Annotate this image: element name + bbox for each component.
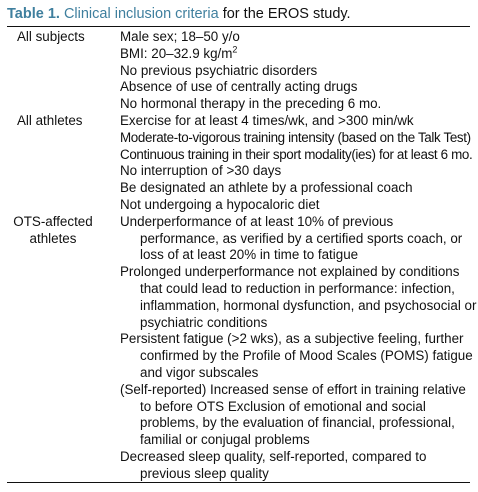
ots-criterion-first: Decreased sleep quality, self-reported, compared to xyxy=(120,448,427,464)
table-title-rest: for the EROS study. xyxy=(222,6,351,22)
bmi-superscript: 2 xyxy=(232,44,238,55)
category-ots-line1: OTS-affected xyxy=(13,214,93,229)
table-top-rule xyxy=(7,26,470,27)
criterion-item: Not undergoing a hypocaloric diet xyxy=(120,196,320,212)
ots-criterion xyxy=(120,449,474,483)
category-ots-line2: athletes xyxy=(29,231,77,246)
table-title: Clinical inclusion criteria xyxy=(63,6,219,22)
ots-criterion-first: Underperformance of at least 10% of previous xyxy=(120,213,394,229)
category-all-subjects: All subjects xyxy=(17,29,85,44)
criterion-item: Exercise for at least 4 times/wk, and >300 min/wk xyxy=(120,112,414,128)
table-bottom-rule xyxy=(7,482,470,483)
ots-criterion-cont: performance, as verified by a certified sports coach, or xyxy=(140,230,463,246)
ots-criterion-cont: to before OTS Exclusion of emotional and social xyxy=(140,398,426,414)
ots-criterion xyxy=(120,331,474,381)
ots-criterion xyxy=(120,382,474,449)
criterion-item: Be designated an athlete by a professional coach xyxy=(120,180,413,196)
criterion-item: No interruption of >30 days xyxy=(120,163,282,179)
ots-criterion-cont: that could lead to reduction in performance: infection, xyxy=(140,280,455,296)
ots-criterion-first: Persistent fatigue (>2 wks), as a subjective feeling, further xyxy=(120,331,464,347)
ots-criterion-cont: familial or conjugal problems xyxy=(140,432,310,448)
criterion-item: No previous psychiatric disorders xyxy=(120,62,318,78)
ots-criterion-cont: previous sleep quality xyxy=(140,465,269,481)
ots-criterion-cont: inflammation, hormonal dysfunction, and psychosocial or xyxy=(140,297,477,313)
ots-criterion-cont: and vigor subscales xyxy=(140,364,259,380)
bmi-text: BMI: 20–32.9 kg/m xyxy=(120,45,233,61)
criteria-column xyxy=(120,29,477,483)
criterion-item: No hormonal therapy in the preceding 6 mo. xyxy=(120,96,382,112)
ots-criterion-cont: problems, by the evaluation of financial, professional, xyxy=(140,415,455,431)
criterion-item: Male sex; 18–50 y/o xyxy=(120,29,240,44)
ots-criterion-first: (Self-reported) Increased sense of effort in training relative xyxy=(120,381,466,397)
criterion-item: Absence of use of centrally acting drugs xyxy=(120,79,358,95)
ots-criterion-cont: psychiatric conditions xyxy=(140,314,268,330)
ots-criterion xyxy=(120,264,477,331)
criterion-item xyxy=(120,46,474,63)
ots-criterion xyxy=(120,214,474,264)
ots-criterion-first: Prolonged underperformance not explained by conditions xyxy=(120,264,460,280)
criterion-item: Continuous training in their sport modality(ies) for at least 6 mo. xyxy=(120,146,473,162)
ots-criterion-cont: loss of at least 20% in time to fatigue xyxy=(140,247,359,263)
table-caption xyxy=(7,3,470,25)
category-all-athletes: All athletes xyxy=(17,113,83,128)
table-label: Table 1. xyxy=(7,6,60,22)
ots-criterion-cont: confirmed by the Profile of Mood Scales (POMS) fatigue xyxy=(140,348,473,364)
criterion-item: Moderate-to-vigorous training intensity (based on the Talk Test) xyxy=(120,129,471,145)
